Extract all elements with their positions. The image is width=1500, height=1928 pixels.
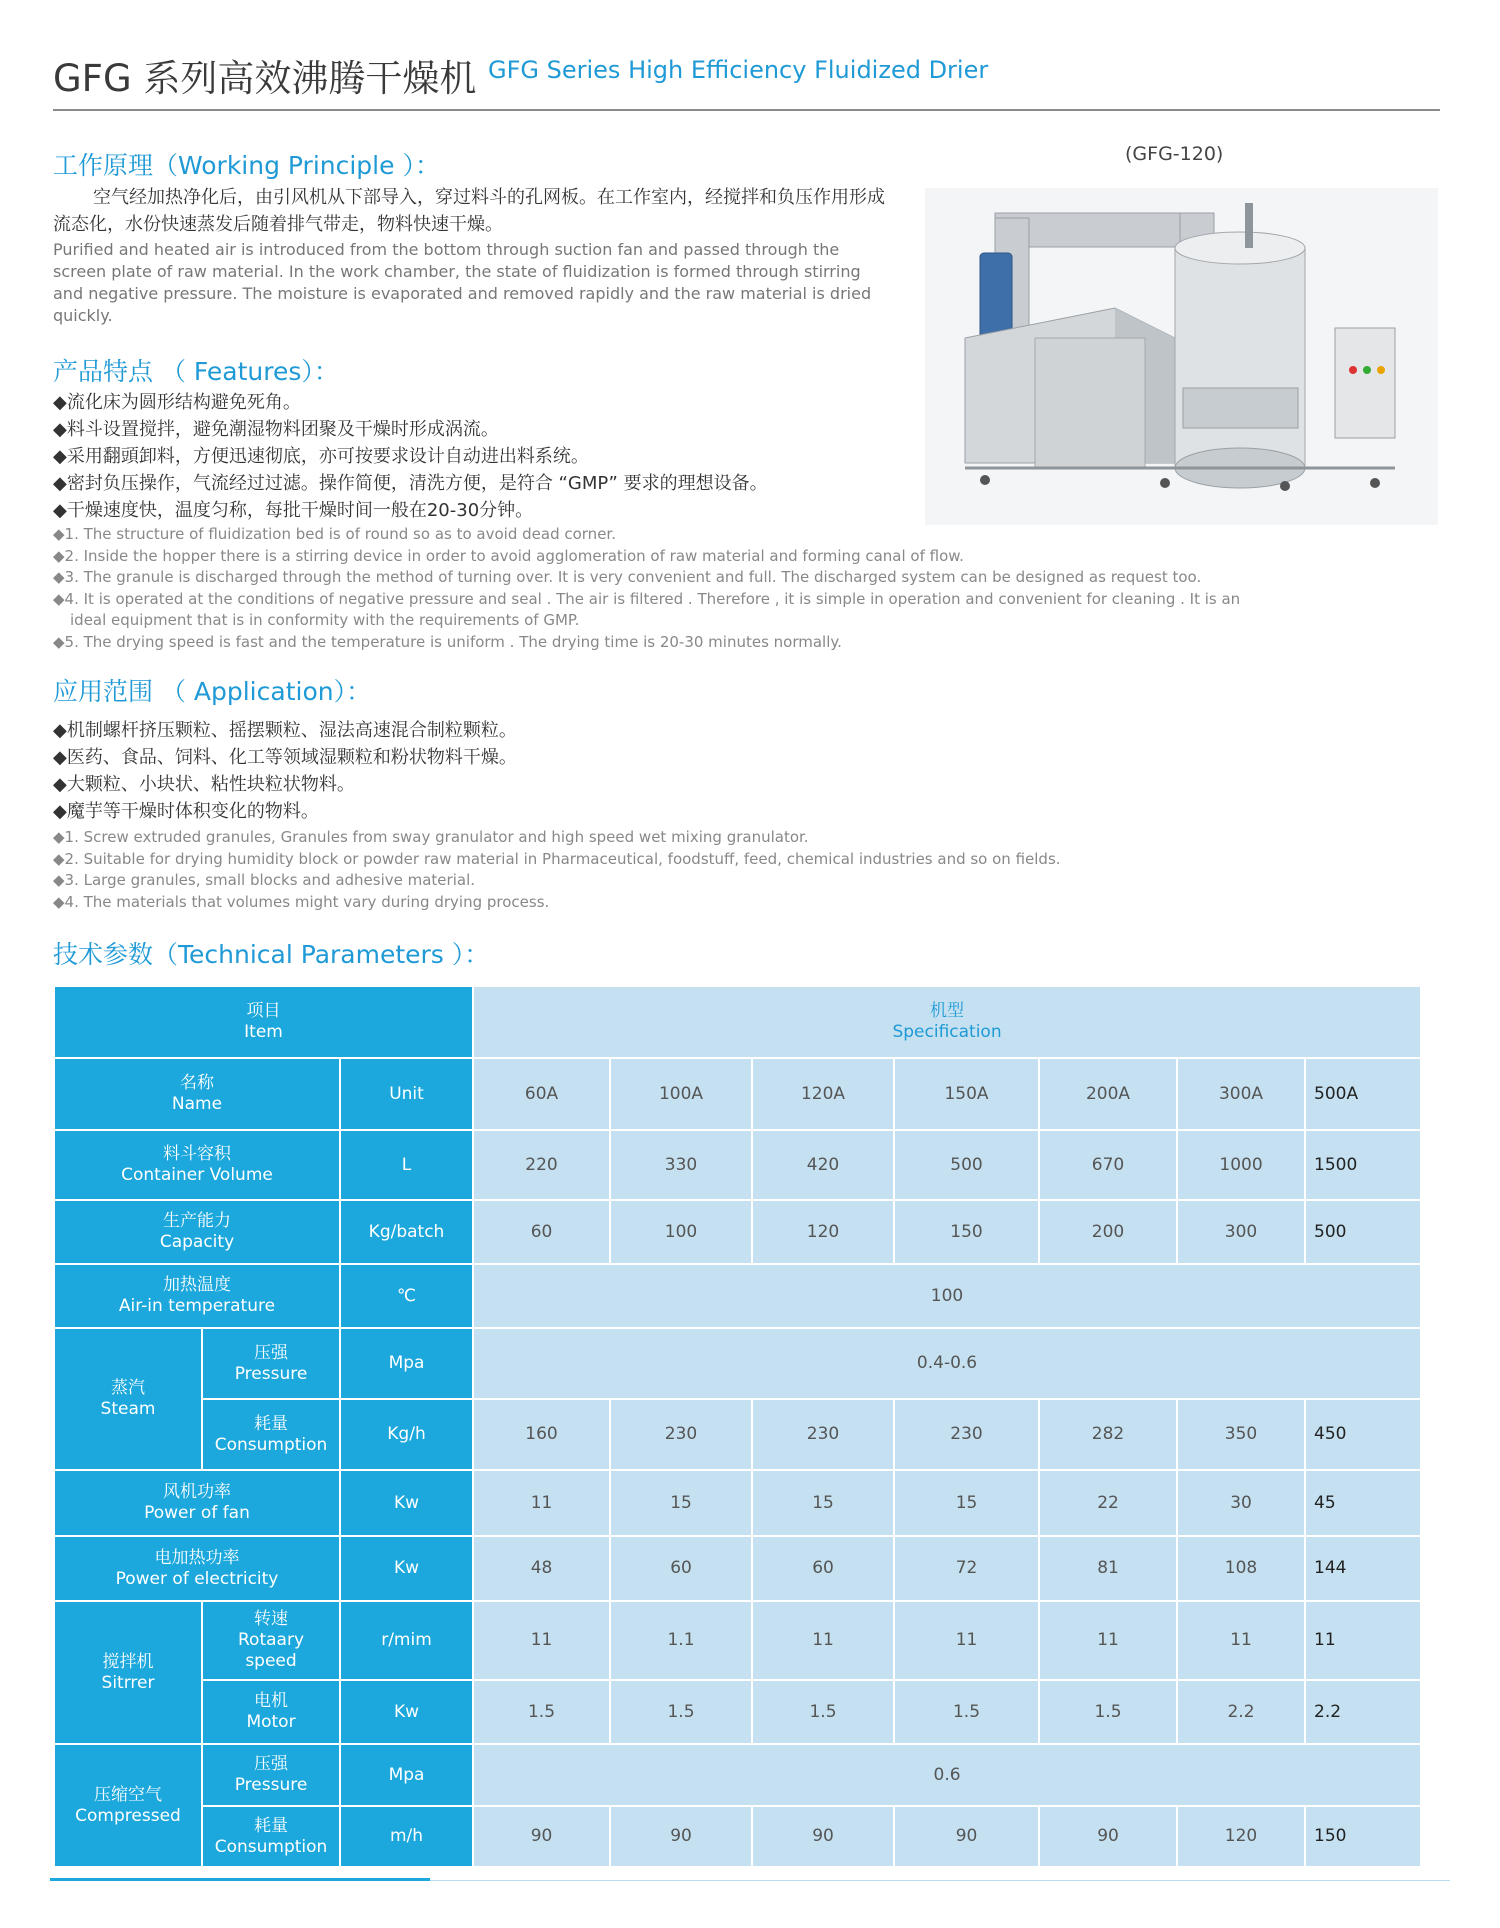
value-cell: 230 — [610, 1399, 752, 1470]
value-cell: 2.2 — [1177, 1680, 1305, 1744]
list-item: ◆3. The granule is discharged through the method of turning over. It is very convenient and full. The discharged system can be designed as request too. — [53, 568, 1202, 586]
unit-cell: Mpa — [340, 1328, 473, 1399]
value-cell: 670 — [1039, 1130, 1177, 1200]
value-cell: 0.4-0.6 — [473, 1328, 1421, 1399]
footer-accent — [50, 1878, 430, 1881]
value-cell: 11 — [473, 1470, 610, 1536]
row-label: 转速 Rotaary speed — [202, 1601, 340, 1680]
page-title-en: GFG Series High Efficiency Fluidized Drier — [488, 56, 989, 84]
value-cell: 1000 — [1177, 1130, 1305, 1200]
value-cell: 60 — [473, 1200, 610, 1264]
table-row — [54, 1536, 1421, 1601]
value-cell: 11 — [894, 1601, 1039, 1680]
model-cell: 500A — [1305, 1058, 1421, 1130]
unit-cell: Kw — [340, 1470, 473, 1536]
value-cell: 1.5 — [610, 1680, 752, 1744]
value-cell: 2.2 — [1305, 1680, 1421, 1744]
value-cell: 11 — [473, 1601, 610, 1680]
unit-cell: Kw — [340, 1680, 473, 1744]
table-row — [54, 1806, 1421, 1867]
list-item: ◆大颗粒、小块状、粘性块粒状物料。 — [53, 774, 355, 795]
unit-cell: Kg/h — [340, 1399, 473, 1470]
value-cell: 60 — [752, 1536, 894, 1601]
model-label: (GFG-120) — [1125, 143, 1224, 165]
title-divider — [53, 109, 1440, 111]
group-label: 蒸汽 Steam — [54, 1328, 202, 1470]
value-cell: 120 — [1177, 1806, 1305, 1867]
value-cell: 150 — [894, 1200, 1039, 1264]
value-cell: 200 — [1039, 1200, 1177, 1264]
list-item: ◆1. Screw extruded granules, Granules from sway granulator and high speed wet mixing granulator. — [53, 828, 809, 846]
table-row — [54, 1058, 1421, 1130]
technical-heading: 技术参数（Technical Parameters ）： — [53, 940, 490, 969]
working-principle-cn: 空气经加热净化后，由引风机从下部导入，穿过料斗的孔网板。在工作室内，经搅拌和负压作用形成流态化，水份快速蒸发后随着排气带走，物料快速干燥。 — [53, 187, 885, 235]
value-cell: 108 — [1177, 1536, 1305, 1601]
value-cell: 90 — [473, 1806, 610, 1867]
table-row — [54, 1744, 1421, 1806]
list-item: ◆医药、食品、饲料、化工等领域湿颗粒和粉状物料干燥。 — [53, 747, 517, 768]
table-row — [54, 1200, 1421, 1264]
row-label: 加热温度 Air-in temperature — [54, 1264, 340, 1328]
list-item: ◆3. Large granules, small blocks and adhesive material. — [53, 871, 475, 889]
group-label: 压缩空气 Compressed — [54, 1744, 202, 1867]
value-cell: 48 — [473, 1536, 610, 1601]
value-cell: 1.5 — [473, 1680, 610, 1744]
list-item: ◆4. It is operated at the conditions of negative pressure and seal . The air is filtered . Therefore , it is simple in operation and convenient for cleaning . It is an — [53, 589, 1241, 608]
value-cell: 1500 — [1305, 1130, 1421, 1200]
value-cell: 120 — [752, 1200, 894, 1264]
row-label: 压强 Pressure — [202, 1744, 340, 1806]
unit-cell: Kg/batch — [340, 1200, 473, 1264]
model-cell: 60A — [473, 1058, 610, 1130]
value-cell: 144 — [1305, 1536, 1421, 1601]
list-item: ◆料斗设置搅拌，避免潮湿物料团聚及干燥时形成涡流。 — [53, 419, 499, 440]
list-item: ◆干燥速度快，温度匀称，每批干燥时间一般在20-30分钟。 — [53, 500, 534, 521]
table-row — [54, 986, 1421, 1058]
value-cell: 72 — [894, 1536, 1039, 1601]
application-en-list — [53, 827, 1423, 913]
row-label: 料斗容积 Container Volume — [54, 1130, 340, 1200]
features-heading: 产品特点 （ Features）： — [53, 357, 339, 386]
table-row — [54, 1601, 1421, 1680]
row-label: 压强 Pressure — [202, 1328, 340, 1399]
value-cell: 230 — [752, 1399, 894, 1470]
row-label: 电加热功率 Power of electricity — [54, 1536, 340, 1601]
unit-cell: Mpa — [340, 1744, 473, 1806]
value-cell: 15 — [610, 1470, 752, 1536]
value-cell: 90 — [894, 1806, 1039, 1867]
list-item: ◆1. The structure of fluidization bed is of round so as to avoid dead corner. — [53, 525, 616, 543]
row-label: 风机功率 Power of fan — [54, 1470, 340, 1536]
list-item: ideal equipment that is in conformity with the requirements of GMP. — [70, 611, 580, 629]
value-cell: 11 — [1305, 1601, 1421, 1680]
value-cell: 150 — [1305, 1806, 1421, 1867]
row-label: 电机 Motor — [202, 1680, 340, 1744]
value-cell: 45 — [1305, 1470, 1421, 1536]
table-row — [54, 1130, 1421, 1200]
value-cell: 90 — [752, 1806, 894, 1867]
group-label: 搅拌机 Sitrrer — [54, 1601, 202, 1744]
value-cell: 60 — [610, 1536, 752, 1601]
value-cell: 100 — [610, 1200, 752, 1264]
value-cell: 90 — [610, 1806, 752, 1867]
item-header: 项目 Item — [54, 986, 473, 1058]
value-cell: 330 — [610, 1130, 752, 1200]
list-item: ◆5. The drying speed is fast and the temperature is uniform . The drying time is 20-30 minutes normally. — [53, 632, 842, 651]
application-cn-list — [53, 717, 517, 825]
unit-header: Unit — [340, 1058, 473, 1130]
value-cell: 1.5 — [752, 1680, 894, 1744]
value-cell: 1.1 — [610, 1601, 752, 1680]
value-cell: 11 — [752, 1601, 894, 1680]
row-label: 耗量 Consumption — [202, 1399, 340, 1470]
unit-cell: L — [340, 1130, 473, 1200]
value-cell: 15 — [894, 1470, 1039, 1536]
list-item: ◆机制螺杆挤压颗粒、摇摆颗粒、湿法高速混合制粒颗粒。 — [53, 720, 517, 741]
machine-photo — [925, 188, 1438, 525]
value-cell: 300 — [1177, 1200, 1305, 1264]
features-cn-list — [53, 389, 768, 524]
value-cell: 350 — [1177, 1399, 1305, 1470]
table-row — [54, 1470, 1421, 1536]
value-cell: 11 — [1039, 1601, 1177, 1680]
value-cell: 90 — [1039, 1806, 1177, 1867]
value-cell: 500 — [894, 1130, 1039, 1200]
model-cell: 150A — [894, 1058, 1039, 1130]
unit-cell: r/mim — [340, 1601, 473, 1680]
list-item: ◆4. The materials that volumes might vary during drying process. — [53, 892, 550, 911]
value-cell: 160 — [473, 1399, 610, 1470]
table-row — [54, 1264, 1421, 1328]
list-item: ◆流化床为圆形结构避免死角。 — [53, 392, 301, 413]
value-cell: 11 — [1177, 1601, 1305, 1680]
unit-cell: m/h — [340, 1806, 473, 1867]
model-cell: 120A — [752, 1058, 894, 1130]
application-heading: 应用范围 （ Application）： — [53, 677, 372, 706]
list-item: ◆采用翻頭卸料，方便迅速彻底，亦可按要求设计自动进出料系统。 — [53, 446, 589, 467]
unit-cell: ℃ — [340, 1264, 473, 1328]
value-cell: 30 — [1177, 1470, 1305, 1536]
table-row — [54, 1399, 1421, 1470]
model-cell: 100A — [610, 1058, 752, 1130]
value-cell: 1.5 — [894, 1680, 1039, 1744]
value-cell: 500 — [1305, 1200, 1421, 1264]
list-item: ◆密封负压操作，气流经过过滤。操作简便，清洗方便，是符合 “GMP” 要求的理想设备。 — [53, 473, 768, 494]
features-en-list — [53, 524, 1423, 653]
working-principle-heading: 工作原理（Working Principle ）： — [53, 151, 440, 180]
row-label: 耗量 Consumption — [202, 1806, 340, 1867]
specification-header: 机型 Specification — [473, 986, 1421, 1058]
table-row — [54, 1328, 1421, 1399]
list-item: ◆魔芋等干燥时体积变化的物料。 — [53, 801, 319, 822]
value-cell: 230 — [894, 1399, 1039, 1470]
list-item: ◆2. Suitable for drying humidity block or powder raw material in Pharmaceutical, foodstuff, feed, chemical industries and so on fields. — [53, 849, 1061, 868]
value-cell: 81 — [1039, 1536, 1177, 1601]
value-cell: 450 — [1305, 1399, 1421, 1470]
name-header: 名称 Name — [54, 1058, 340, 1130]
model-cell: 200A — [1039, 1058, 1177, 1130]
list-item: ◆2. Inside the hopper there is a stirring device in order to avoid agglomeration of raw material and forming canal of flow. — [53, 546, 964, 565]
row-label: 生产能力 Capacity — [54, 1200, 340, 1264]
value-cell: 0.6 — [473, 1744, 1421, 1806]
value-cell: 22 — [1039, 1470, 1177, 1536]
unit-cell: Kw — [340, 1536, 473, 1601]
value-cell: 1.5 — [1039, 1680, 1177, 1744]
table-row — [54, 1680, 1421, 1744]
value-cell: 420 — [752, 1130, 894, 1200]
page-title-cn: GFG 系列高效沸腾干燥机 — [53, 57, 477, 100]
model-cell: 300A — [1177, 1058, 1305, 1130]
value-cell: 100 — [473, 1264, 1421, 1328]
value-cell: 220 — [473, 1130, 610, 1200]
working-principle-en: Purified and heated air is introduced from the bottom through suction fan and passed through the screen plate of raw material. In the work chamber, the state of fluidization is formed through stirring and negative pressure. The moisture is evaporated and removed rapidly and the raw material is dried quickly. — [53, 240, 872, 325]
value-cell: 15 — [752, 1470, 894, 1536]
technical-parameters-table — [53, 985, 1422, 1868]
value-cell: 282 — [1039, 1399, 1177, 1470]
